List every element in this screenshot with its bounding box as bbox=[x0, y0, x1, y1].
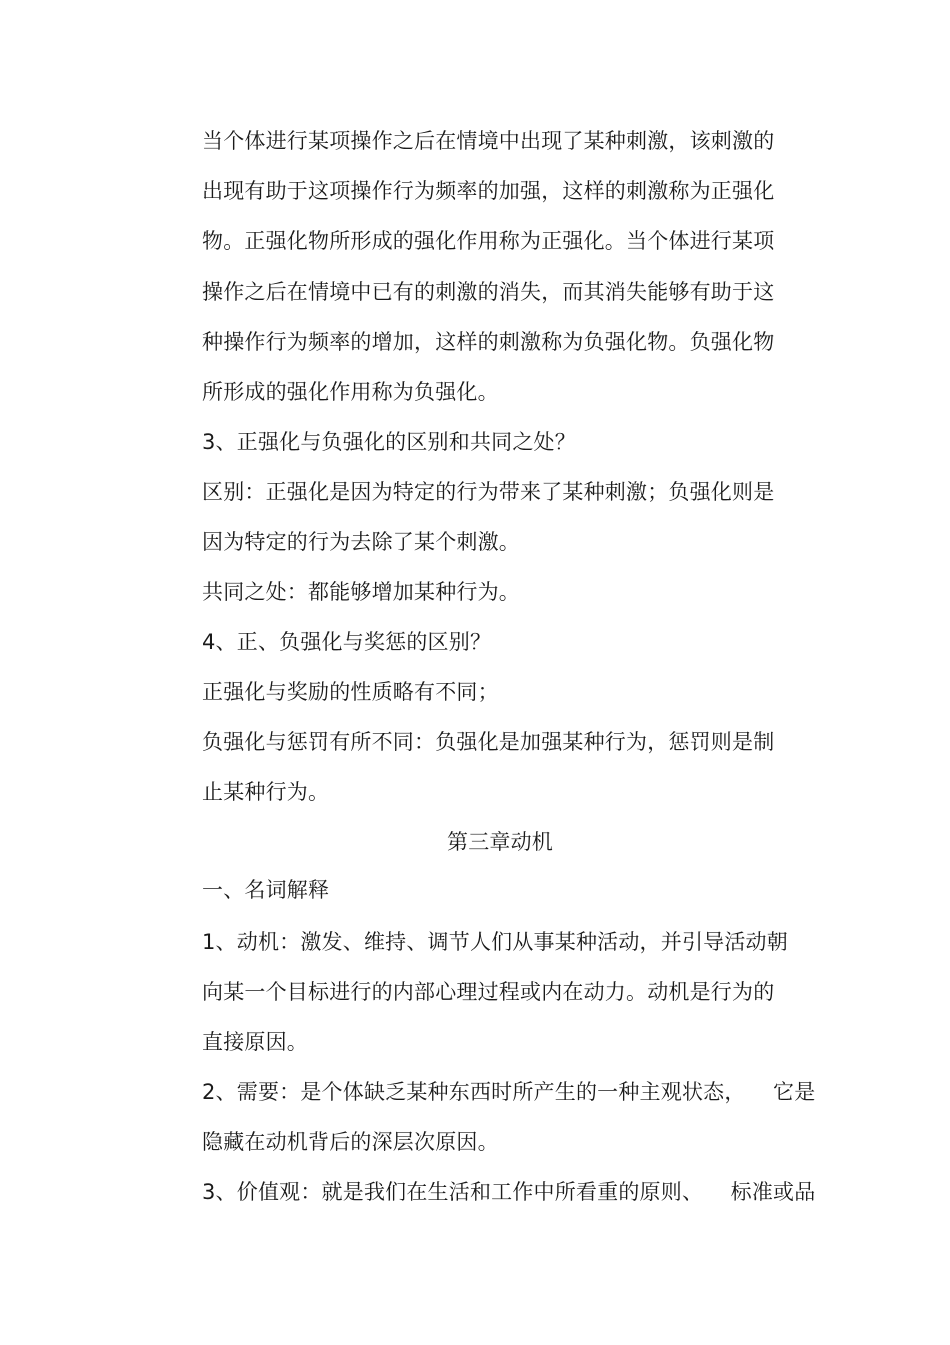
question-heading: 3、正强化与负强化的区别和共同之处？ bbox=[202, 430, 576, 454]
chapter-title: 第三章动机 bbox=[447, 830, 553, 854]
paragraph-line: 种操作行为频率的增加，这样的刺激称为负强化物。负强化物 bbox=[202, 330, 775, 354]
paragraph-line: 出现有助于这项操作行为频率的加强，这样的刺激称为正强化 bbox=[202, 179, 775, 203]
paragraph-line: 共同之处：都能够增加某种行为。 bbox=[202, 580, 520, 604]
question-heading: 4、正、负强化与奖惩的区别？ bbox=[202, 630, 492, 654]
paragraph-line: 区别：正强化是因为特定的行为带来了某种刺激；负强化则是 bbox=[202, 480, 775, 504]
term-definition-line: 3、价值观：就是我们在生活和工作中所看重的原则、 标准或品 bbox=[202, 1180, 816, 1204]
paragraph-line: 正强化与奖励的性质略有不同； bbox=[202, 680, 499, 704]
paragraph-line: 负强化与惩罚有所不同：负强化是加强某种行为，惩罚则是制 bbox=[202, 730, 775, 754]
term-definition-line: 向某一个目标进行的内部心理过程或内在动力。动机是行为的 bbox=[202, 980, 775, 1004]
paragraph-line: 当个体进行某项操作之后在情境中出现了某种刺激，该刺激的 bbox=[202, 129, 775, 153]
term-definition-line: 直接原因。 bbox=[202, 1030, 308, 1054]
section-heading: 一、名词解释 bbox=[202, 878, 330, 902]
paragraph-line: 所形成的强化作用称为负强化。 bbox=[202, 380, 499, 404]
term-definition-line: 隐藏在动机背后的深层次原因。 bbox=[202, 1130, 499, 1154]
term-definition-line: 2、需要：是个体缺乏某种东西时所产生的一种主观状态， 它是 bbox=[202, 1080, 816, 1104]
term-definition-line: 1、动机：激发、维持、调节人们从事某种活动，并引导活动朝 bbox=[202, 930, 788, 954]
paragraph-line: 物。正强化物所形成的强化作用称为正强化。当个体进行某项 bbox=[202, 229, 775, 253]
paragraph-line: 操作之后在情境中已有的刺激的消失，而其消失能够有助于这 bbox=[202, 280, 775, 304]
paragraph-line: 因为特定的行为去除了某个刺激。 bbox=[202, 530, 520, 554]
paragraph-line: 止某种行为。 bbox=[202, 780, 330, 804]
